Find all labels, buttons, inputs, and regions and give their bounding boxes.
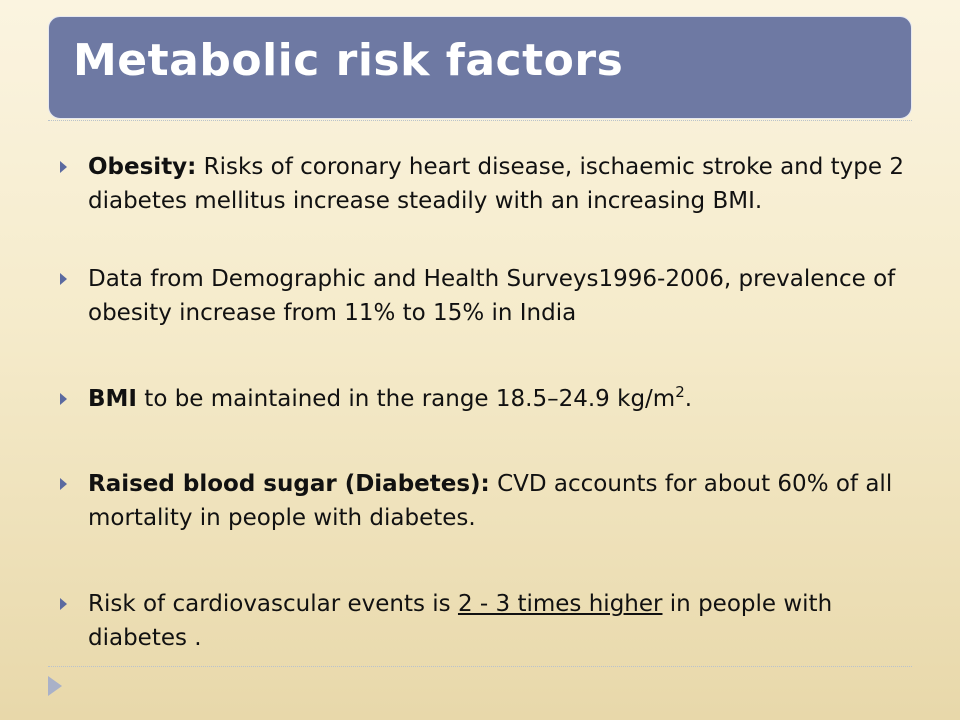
- bullet-dhs-data: [88, 262, 908, 330]
- divider-top: [48, 120, 912, 121]
- bullet-text: Risk of cardiovascular events is: [88, 591, 458, 617]
- page-title: Metabolic risk factors: [73, 35, 624, 86]
- bullet-text: CVD accounts for about 60% of all mortality in people with diabetes.: [88, 471, 893, 531]
- bullet-blood-sugar: [88, 467, 908, 535]
- bullet-triangle-icon: [60, 598, 67, 610]
- bullet-lead: BMI: [88, 386, 137, 412]
- bullet-superscript: 2: [675, 383, 685, 401]
- bullet-triangle-icon: [60, 161, 67, 173]
- bullet-text-after: in people with diabetes .: [88, 591, 833, 651]
- bullet-lead: Obesity:: [88, 154, 197, 180]
- bullet-text: Data from Demographic and Health Surveys1996-2006, prevalence of obesity increase from 11% to 15% in India: [88, 266, 896, 326]
- bullet-bmi: [88, 382, 908, 416]
- bullet-text: to be maintained in the range 18.5–24.9 kg/m: [136, 386, 676, 412]
- bullet-tail: .: [684, 386, 693, 412]
- bullet-text: Risks of coronary heart disease, ischaemic stroke and type 2 diabetes mellitus increase steadily with an increasing BMI.: [88, 154, 904, 214]
- bullet-obesity: [88, 150, 908, 218]
- bullet-lead: Raised blood sugar (Diabetes):: [88, 471, 490, 497]
- divider-bottom: [48, 666, 912, 667]
- bullet-triangle-icon: [60, 478, 67, 490]
- bullet-triangle-icon: [60, 393, 67, 405]
- bullet-triangle-icon: [60, 273, 67, 285]
- title-bar: [48, 16, 912, 119]
- bullet-cv-risk: [88, 587, 908, 655]
- bullet-underlined: 2 - 3 times higher: [457, 591, 663, 617]
- footer-triangle-icon: [48, 676, 62, 696]
